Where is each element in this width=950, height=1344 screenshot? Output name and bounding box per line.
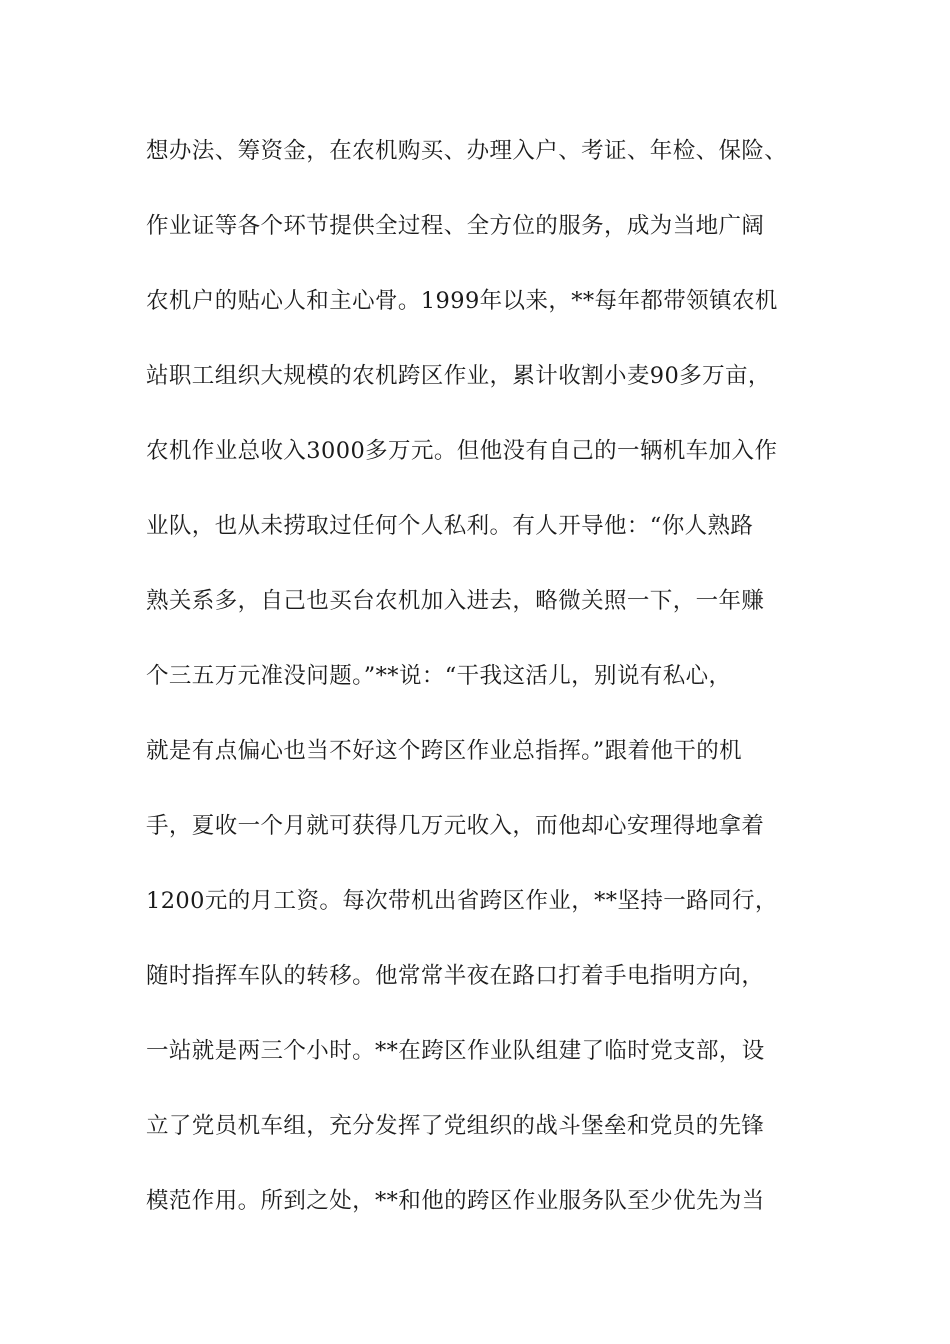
text-line: 模范作用。所到之处，**和他的跨区作业服务队至少优先为当 <box>146 1188 765 1214</box>
text-line: 手，夏收一个月就可获得几万元收入，而他却心安理得地拿着 <box>146 813 765 839</box>
text-line: 站职工组织大规模的农机跨区作业，累计收割小麦90多万亩， <box>146 363 771 389</box>
text-line: 个三五万元准没问题。”**说：“干我这活儿，别说有私心， <box>146 663 732 689</box>
text-line: 农机户的贴心人和主心骨。1999年以来，**每年都带领镇农机 <box>146 288 778 314</box>
text-line: 熟关系多，自己也买台农机加入进去，略微关照一下，一年赚 <box>146 588 765 614</box>
body-paragraph <box>146 127 826 1252</box>
text-line: 业队，也从未捞取过任何个人私利。有人开导他：“你人熟路 <box>146 513 754 539</box>
text-line: 想办法、筹资金，在农机购买、办理入户、考证、年检、保险、 <box>146 138 788 164</box>
text-line: 随时指挥车队的转移。他常常半夜在路口打着手电指明方向， <box>146 963 765 989</box>
text-line: 一站就是两三个小时。**在跨区作业队组建了临时党支部，设 <box>146 1038 765 1064</box>
text-line: 作业证等各个环节提供全过程、全方位的服务，成为当地广阔 <box>146 213 765 239</box>
text-line: 立了党员机车组，充分发挥了党组织的战斗堡垒和党员的先锋 <box>146 1113 765 1139</box>
text-line: 1200元的月工资。每次带机出省跨区作业，**坚持一路同行， <box>146 888 778 914</box>
text-line: 农机作业总收入3000多万元。但他没有自己的一辆机车加入作 <box>146 438 778 464</box>
text-line: 就是有点偏心也当不好这个跨区作业总指挥。”跟着他干的机 <box>146 738 743 764</box>
